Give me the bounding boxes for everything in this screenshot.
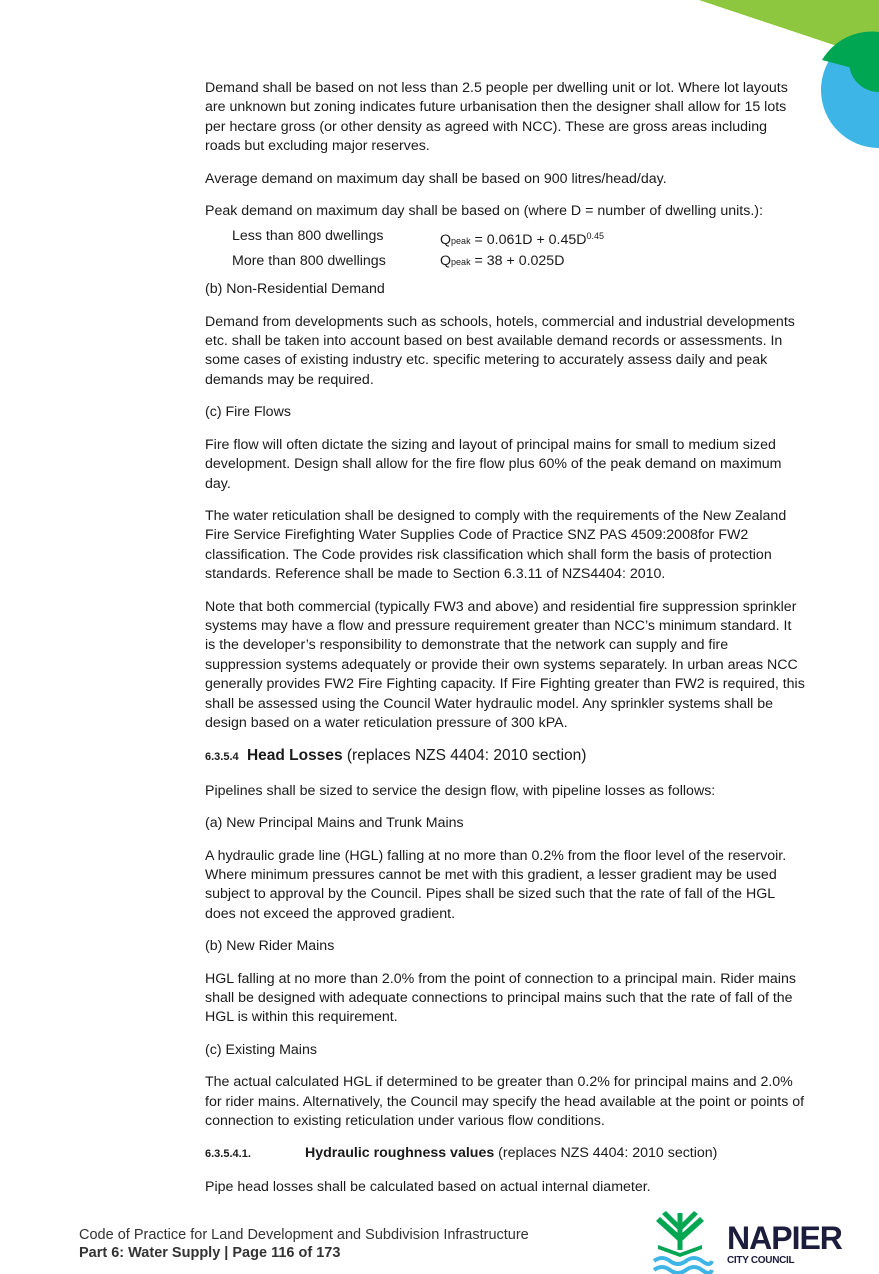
paragraph: The actual calculated HGL if determined to be greater than 0.2% for principal mains and 2.0% for rider mains. Alternatively, the Council may specify the head available at the point or points of connection to existing reticulation under various flow conditions.: [205, 1074, 805, 1130]
page-footer: [79, 1226, 529, 1262]
footer-page-number: Part 6: Water Supply | Page 116 of 173: [79, 1245, 341, 1261]
page-content: [205, 79, 805, 1210]
peak-formulas: [205, 227, 805, 272]
paragraph: Average demand on maximum day shall be based on 900 litres/head/day.: [205, 170, 667, 187]
subsection-heading: 6.3.5.4.1. Hydraulic roughness values (replaces NZS 4404: 2010 section): [205, 1145, 718, 1162]
subsection-label: (b) New Rider Mains: [205, 938, 335, 955]
peak-row-formula: Qpeak = $0.061D + 0.45D^{0.45}$: [440, 231, 605, 249]
logo-subtitle: CITY COUNCIL: [727, 1255, 795, 1266]
subsection-label: (b) Non-Residential Demand: [205, 281, 385, 298]
paragraph: A hydraulic grade line (HGL) falling at no more than 0.2% from the floor level of the reservoir. Where minimum pressures cannot be met with this gradient, a lesser gradient may be used subject to approval by the Council. Pipes shall be sized such that the rate of fall of the HGL does not exceed the approved gradient.: [205, 847, 787, 922]
peak-row: [232, 227, 805, 251]
paragraph: Demand shall be based on not less than 2.5 people per dwelling unit or lot. Where lot layouts are unknown but zoning indicates future urbanisation then the designer shall allow for 15 lots per hectare gross (or other density as agreed with NCC). These are gross areas including roads but excluding major reserves.: [205, 80, 788, 155]
logo-name: NAPIER: [727, 1220, 842, 1256]
peak-row: [232, 252, 805, 272]
paragraph: Demand from developments such as schools, hotels, commercial and industrial developments etc. shall be taken into account based on best available demand records or assessments. In some cases of existing industry etc. specific metering to accurately assess daily and peak demands may be required.: [205, 313, 795, 388]
paragraph: Peak demand on maximum day shall be based on (where D = number of dwelling units.):: [205, 203, 763, 220]
peak-row-label: Less than 800 dwellings: [232, 228, 384, 245]
paragraph: Fire flow will often dictate the sizing and layout of principal mains for small to medium sized development. Design shall allow for the fire flow plus 60% of the peak demand on maximum day.: [205, 436, 782, 492]
paragraph: Pipelines shall be sized to service the design flow, with pipeline losses as follows:: [205, 782, 716, 799]
paragraph: Note that both commercial (typically FW3 and above) and residential fire suppression sprinkler systems may have a flow and pressure requirement greater than NCC’s minimum standard. It is the developer’s responsibility to demonstrate that the network can supply and fire suppression systems adequately or provide their own systems separately. In urban areas NCC generally provides FW2 Fire Fighting capacity. If Fire Fighting greater than FW2 is required, this shall be assessed using the Council Water hydraulic model. Any sprinkler systems shall be design based on a water reticulation pressure of 300 kPA.: [205, 598, 805, 731]
paragraph: Pipe head losses shall be calculated based on actual internal diameter.: [205, 1178, 651, 1195]
subsection-label: (c) Existing Mains: [205, 1041, 317, 1058]
paragraph: The water reticulation shall be designed to comply with the requirements of the New Zealand Fire Service Firefighting Water Supplies Code of Practice SNZ PAS 4509:2008for FW2 classification. The Code provides risk classification which shall form the basis of protection standards. Reference shall be made to Section 6.3.11 of NZS4404: 2010.: [205, 507, 787, 583]
peak-row-formula: Qpeak = 38 + 0.025D: [440, 252, 565, 269]
peak-row-label: More than 800 dwellings: [232, 252, 386, 269]
section-heading: 6.3.5.4 Head Losses (replaces NZS 4404: 2010 section): [205, 747, 587, 765]
footer-title: Code of Practice for Land Development and Subdivision Infrastructure: [79, 1227, 529, 1243]
paragraph: HGL falling at no more than 2.0% from the point of connection to a principal main. Rider mains shall be designed with adequate connections to principal mains such that the rate of fall of the HGL is within this requirement.: [205, 970, 796, 1026]
subsection-label: (c) Fire Flows: [205, 404, 291, 421]
subsection-label: (a) New Principal Mains and Trunk Mains: [205, 815, 464, 832]
